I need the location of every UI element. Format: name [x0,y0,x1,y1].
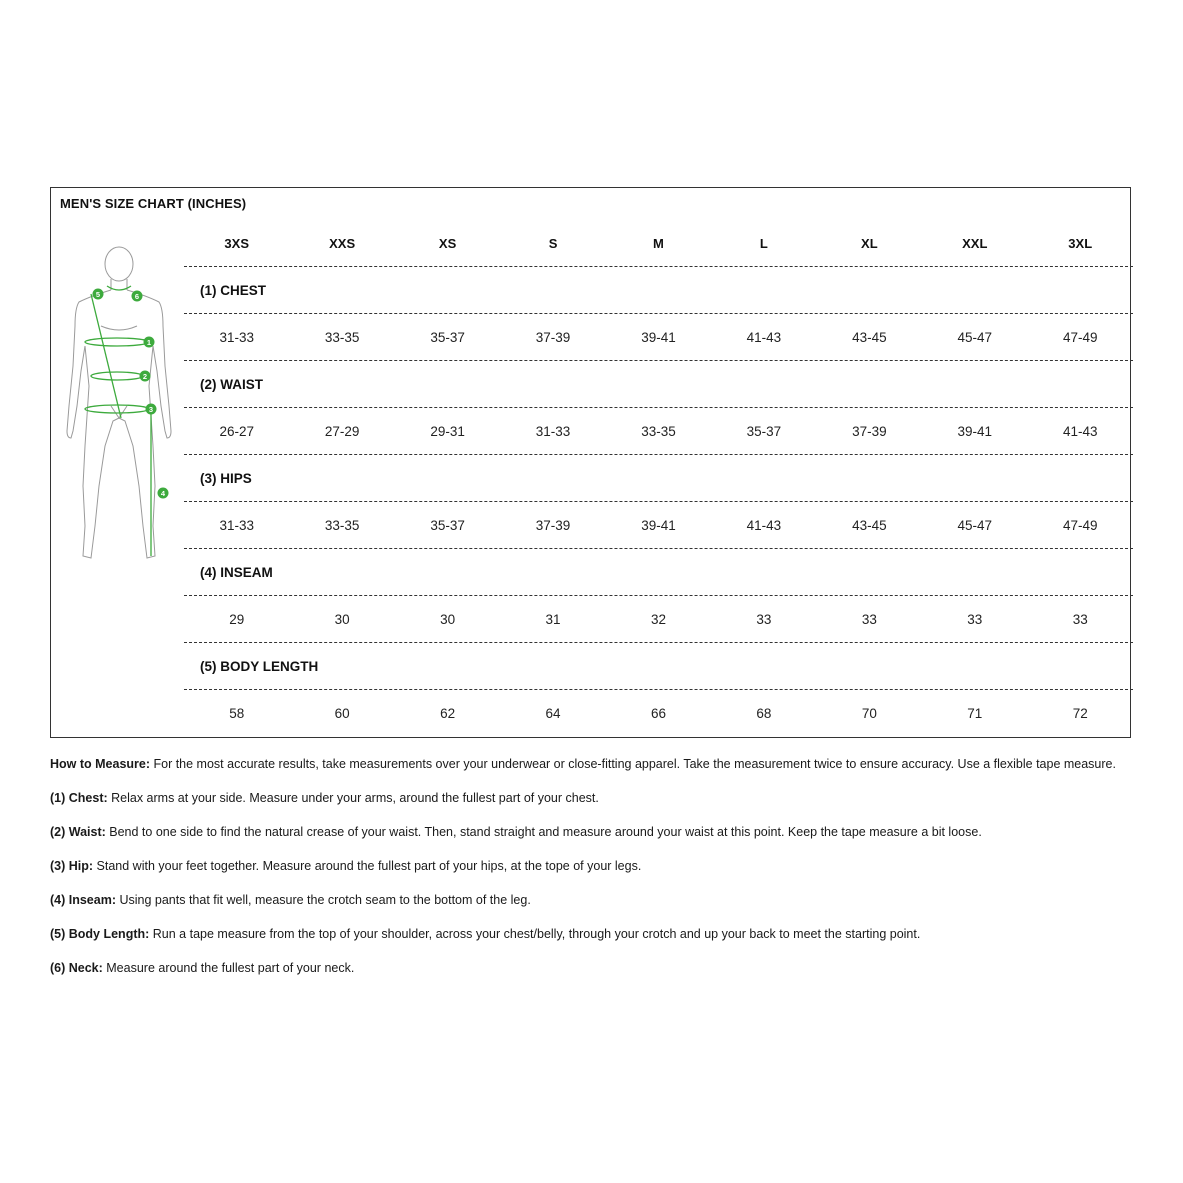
table-cell: 29 [229,611,245,627]
table-cell: 33 [861,611,877,627]
size-header: 3XL [1068,235,1093,251]
note-chest: (1) Chest: Relax arms at your side. Measure under your arms, around the fullest part of your chest. [50,791,599,805]
measurement-row-chest [184,314,1133,360]
table-cell: 33 [1072,611,1088,627]
table-cell: 33 [967,611,983,627]
table-cell: 33-35 [641,423,676,439]
measurement-row-inseam [184,596,1133,642]
measurement-row-hips [184,502,1133,548]
table-cell: 33-35 [324,329,360,345]
marker-waist: 2 [142,372,148,381]
table-cell: 35-37 [430,517,465,533]
size-header: L [759,235,768,251]
measurement-notes [50,756,1135,994]
marker-hips: 3 [148,405,154,414]
table-cell: 41-43 [746,329,782,345]
table-cell: 62 [440,705,456,721]
table-cell: 45-47 [957,517,993,533]
table-cell: 35-37 [430,329,465,345]
chart-title: MEN'S SIZE CHART (INCHES) [60,196,247,211]
measurement-label-hips: (3) HIPS [200,470,252,486]
measurement-label-body-length: (5) BODY LENGTH [200,658,319,674]
size-chart [50,187,1131,738]
table-cell: 68 [756,705,772,721]
measurement-label-chest: (1) CHEST [200,282,267,298]
size-header: XXS [329,235,356,251]
table-cell: 32 [650,611,666,627]
table-cell: 39-41 [641,517,676,533]
table-cell: 37-39 [535,329,571,345]
table-cell: 41-43 [1062,423,1098,439]
note-how-to-measure: How to Measure: For the most accurate results, take measurements over your underwear or close-fitting apparel. Take the measurement twice to ensure accuracy. Use a flexible tape measure. [50,757,1116,771]
note-waist: (2) Waist: Bend to one side to find the natural crease of your waist. Then, stand straight and measure around your waist at this point. Keep the tape measure a bit loose. [50,825,982,839]
table-cell: 31-33 [535,423,571,439]
table-cell: 43-45 [852,329,887,345]
size-header: 3XS [224,235,249,251]
table-cell: 47-49 [1062,329,1098,345]
table-cell: 30 [440,611,456,627]
size-header: XL [861,235,878,251]
size-header: S [548,235,558,251]
table-cell: 26-27 [219,423,254,439]
table-cell: 70 [861,705,877,721]
size-header: M [653,235,664,251]
table-cell: 37-39 [852,423,887,439]
marker-chest: 1 [146,338,152,347]
table-cell: 71 [967,705,983,721]
table-cell: 72 [1072,705,1088,721]
table-cell: 33 [756,611,772,627]
size-table [184,220,1133,736]
measurement-row-body-length [184,690,1133,736]
table-cell: 47-49 [1062,517,1098,533]
note-neck: (6) Neck: Measure around the fullest part of your neck. [50,961,355,975]
measurement-label-waist: (2) WAIST [200,376,263,392]
table-cell: 31-33 [219,329,254,345]
size-header: XXL [962,235,988,251]
table-cell: 30 [334,611,350,627]
measurement-row-waist [184,408,1133,454]
note-body-length: (5) Body Length: Run a tape measure from the top of your shoulder, across your chest/belly, through your crotch and up your back to meet the starting point. [50,927,921,941]
marker-body-length: 5 [95,290,101,299]
table-cell: 60 [334,705,350,721]
marker-inseam: 4 [160,489,166,498]
size-header-row [184,220,1133,266]
table-cell: 33-35 [324,517,360,533]
size-header: XS [438,235,457,251]
measurement-label-inseam: (4) INSEAM [200,564,273,580]
table-cell: 37-39 [535,517,571,533]
note-hip: (3) Hip: Stand with your feet together. Measure around the fullest part of your hips, at the tope of your legs. [50,859,642,873]
table-cell: 29-31 [430,423,465,439]
table-cell: 64 [545,705,561,721]
body-measurement-figure [61,246,176,576]
table-cell: 39-41 [641,329,676,345]
table-cell: 58 [229,705,245,721]
table-cell: 45-47 [957,329,993,345]
table-cell: 39-41 [957,423,993,439]
table-cell: 35-37 [746,423,782,439]
marker-neck: 6 [134,292,140,301]
note-inseam: (4) Inseam: Using pants that fit well, measure the crotch seam to the bottom of the leg. [50,893,531,907]
table-cell: 27-29 [324,423,360,439]
table-cell: 66 [650,705,666,721]
table-cell: 41-43 [746,517,782,533]
table-cell: 31 [545,611,561,627]
table-cell: 31-33 [219,517,254,533]
table-cell: 43-45 [852,517,887,533]
